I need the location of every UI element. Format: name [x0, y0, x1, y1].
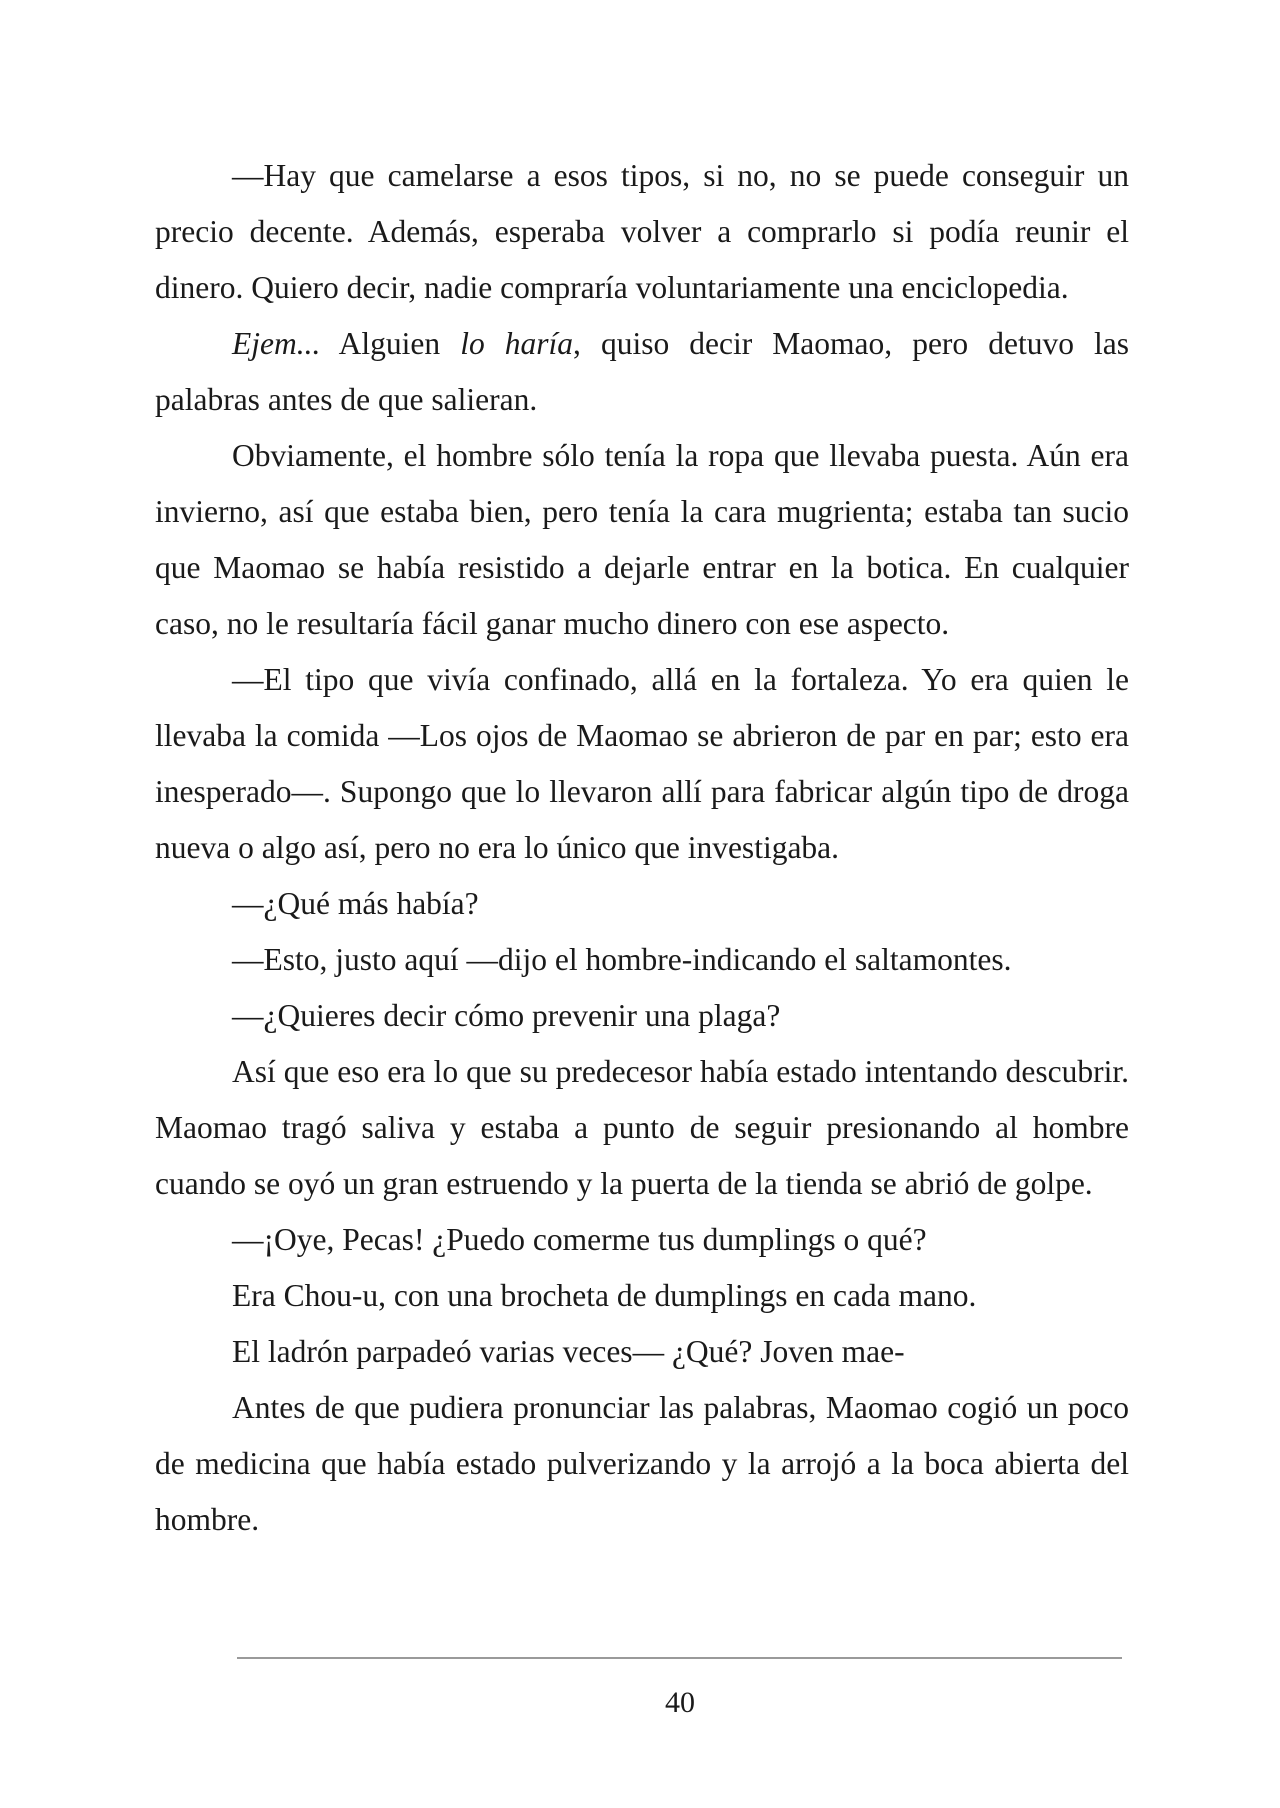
paragraph: —Esto, justo aquí —dijo el hombre-indicando el saltamontes. [232, 942, 1012, 977]
paragraph: Era Chou-u, con una brocheta de dumplings en cada mano. [232, 1278, 977, 1313]
body-text [155, 148, 1129, 1548]
paragraph: —¿Qué más había? [232, 886, 479, 921]
italic-text: Ejem... [232, 326, 321, 361]
paragraph-text: Alguien [320, 326, 461, 361]
paragraph-text: , quiso decir Maomao, pero detuvo las palabras antes de que salieran. [155, 326, 1130, 417]
page-number: 40 [665, 1686, 695, 1719]
paragraph: —Hay que camelarse a esos tipos, si no, no se puede conseguir un precio decente. Además, esperaba volver a comprarlo si podía reunir el dinero. Quiero decir, nadie compraría voluntariamente una enciclopedia. [155, 158, 1129, 305]
italic-text: lo haría [460, 326, 574, 361]
paragraph [155, 316, 1129, 428]
footer-divider [237, 1657, 1122, 1659]
paragraph: Obviamente, el hombre sólo tenía la ropa que llevaba puesta. Aún era invierno, así que estaba bien, pero tenía la cara mugrienta; estaba tan sucio que Maomao se había resistido a dejarle entrar en la botica. En cualquier caso, no le resultaría fácil ganar mucho dinero con ese aspecto. [155, 438, 1129, 641]
paragraph: El ladrón parpadeó varias veces— ¿Qué? Joven mae- [232, 1334, 905, 1369]
paragraph: —El tipo que vivía confinado, allá en la fortaleza. Yo era quien le llevaba la comida —Los ojos de Maomao se abrieron de par en par; esto era inesperado—. Supongo que lo llevaron allí para fabricar algún tipo de droga nueva o algo así, pero no era lo único que investigaba. [155, 662, 1129, 865]
paragraph: —¡Oye, Pecas! ¿Puedo comerme tus dumplings o qué? [232, 1222, 927, 1257]
paragraph: Así que eso era lo que su predecesor había estado intentando descubrir. Maomao tragó saliva y estaba a punto de seguir presionando al hombre cuando se oyó un gran estruendo y la puerta de la tienda se abrió de golpe. [155, 1054, 1129, 1201]
paragraph: Antes de que pudiera pronunciar las palabras, Maomao cogió un poco de medicina que había estado pulverizando y la arrojó a la boca abierta del hombre. [155, 1390, 1129, 1537]
paragraph: —¿Quieres decir cómo prevenir una plaga? [232, 998, 781, 1033]
